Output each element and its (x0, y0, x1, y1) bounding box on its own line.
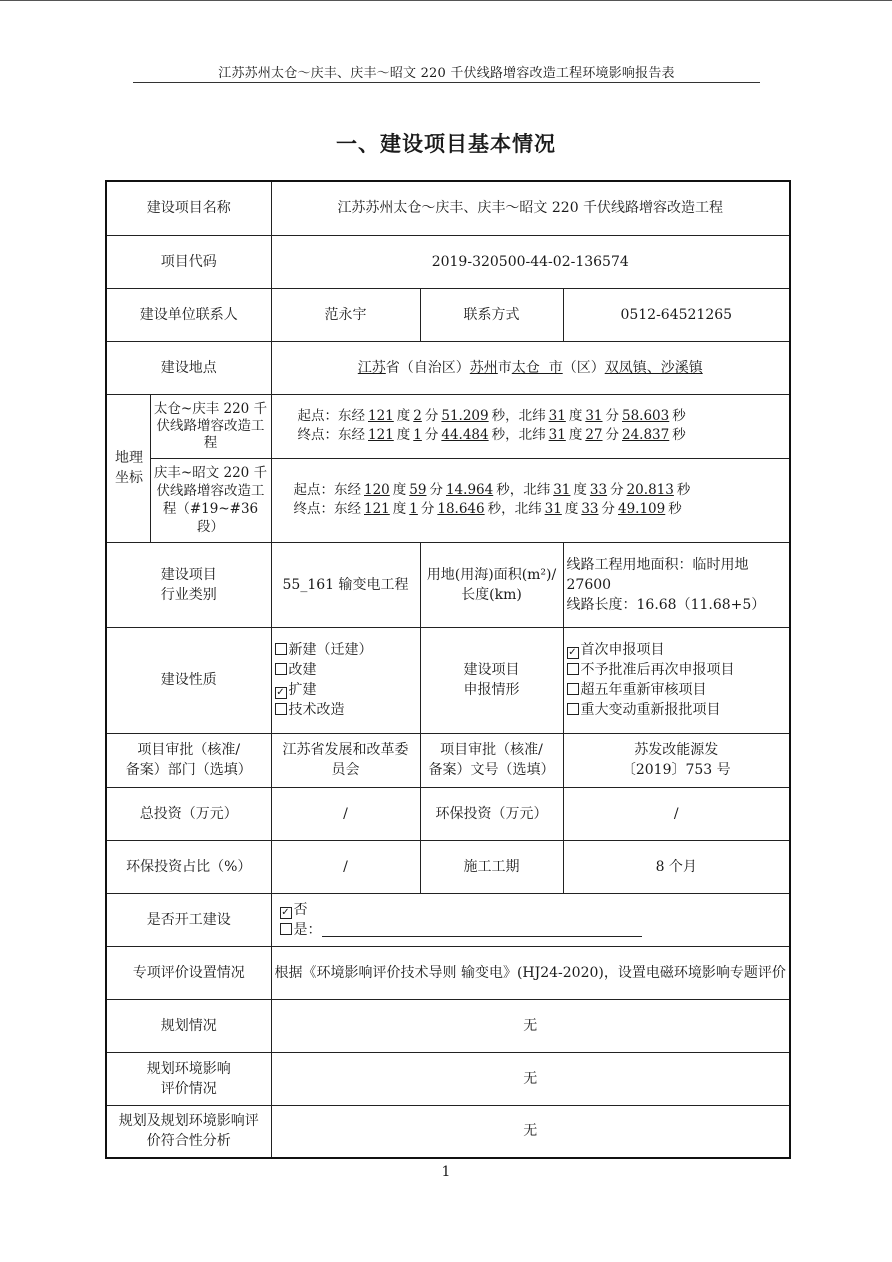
unit-deg: 度 (392, 501, 407, 517)
report-label-l1: 建设项目 (463, 662, 520, 678)
nature-label: 建设性质 (106, 627, 271, 733)
unit-sec: 秒 (496, 482, 510, 498)
unit-sec: 秒 (672, 427, 686, 443)
page-number: 1 (441, 1164, 451, 1180)
approval-dept-label-l1: 项目审批（核准/ (137, 742, 241, 758)
header-rule (133, 82, 760, 83)
lon-min: 2 (413, 408, 422, 424)
location-province: 江苏 (357, 359, 386, 376)
geo-line2-end (274, 500, 788, 519)
basic-info-table (105, 180, 791, 1159)
row-special (106, 946, 790, 999)
nature-option (275, 660, 418, 680)
unit-sec: 秒 (491, 427, 506, 443)
location-label: 建设地点 (106, 341, 271, 394)
row-industry (106, 542, 790, 627)
approval-doc-label-l2: 备案）文号（选填） (428, 762, 555, 778)
industry-label-l2: 行业类别 (160, 586, 217, 603)
checkbox-empty-icon (275, 643, 287, 655)
planning-env-label-l1: 规划环境影响 (146, 1060, 231, 1077)
ratio-value: / (271, 840, 420, 893)
report-option (567, 680, 788, 700)
industry-label-l1: 建设项目 (160, 566, 217, 583)
unit-min: 分 (605, 408, 619, 424)
nature-option-text: 改建 (288, 662, 317, 678)
unit-deg: 度 (396, 408, 411, 424)
top-border (0, 0, 892, 1)
project-name-label: 建设项目名称 (106, 181, 271, 235)
report-label-l2: 申报情形 (463, 682, 520, 698)
lon-sec: 14.964 (445, 482, 494, 498)
start-label: 起点：东经 (297, 408, 365, 424)
planning-conform-label-l2: 价符合性分析 (146, 1133, 231, 1150)
geo-line1-end (274, 426, 788, 445)
unit-min: 分 (429, 482, 443, 498)
row-geo-line1 (106, 394, 790, 458)
lat-label: ，北纬 (509, 482, 551, 498)
geo-label (106, 394, 150, 542)
unit-sec: 秒 (672, 408, 686, 424)
approval-dept-label-l2: 备案）部门（选填） (125, 762, 252, 778)
area-label: 用地(用海)面积(m²)/长度(km) (420, 542, 563, 627)
planning-value: 无 (271, 999, 790, 1052)
planning-env-label-l2: 评价情况 (160, 1080, 217, 1097)
approval-dept-label (106, 733, 271, 787)
lat-min: 27 (585, 427, 603, 443)
lon-deg: 121 (364, 501, 390, 517)
lon-deg: 121 (368, 408, 394, 424)
lat-min: 33 (581, 501, 599, 517)
nature-option-text: 新建（迁建） (288, 642, 373, 658)
end-label: 终点：东经 (293, 501, 361, 517)
started-label: 是否开工建设 (106, 893, 271, 946)
approval-dept-value (271, 733, 420, 787)
checkbox-checked-icon: ✓ (276, 687, 285, 698)
report-option-text: 超五年重新审核项目 (580, 682, 707, 698)
lat-sec: 58.603 (622, 408, 670, 424)
lat-label: ，北纬 (505, 427, 546, 443)
row-contact (106, 288, 790, 341)
checkbox-checked-icon: ✓ (281, 906, 290, 918)
unit-min: 分 (610, 482, 624, 498)
section-title: 一、建设项目基本情况 (336, 132, 556, 156)
location-county: 太仓 市 (511, 359, 563, 376)
report-option (567, 700, 788, 720)
industry-label (106, 542, 271, 627)
geo-line1-name: 太仓~庆丰 220 千伏线路增容改造工程 (150, 394, 271, 458)
fill-in-line (322, 922, 642, 937)
location-province-suffix: 省（自治区） (385, 359, 470, 376)
env-investment-value: / (563, 787, 790, 840)
geo-line1-coords (271, 394, 790, 458)
report-options (563, 627, 790, 733)
geo-line2-start (274, 481, 788, 500)
running-header: 江苏苏州太仓～庆丰、庆丰～昭文 220 千伏线路增容改造工程环境影响报告表 (218, 66, 675, 81)
row-location (106, 341, 790, 394)
lon-deg: 121 (368, 427, 394, 443)
lat-sec: 49.109 (618, 501, 666, 517)
unit-sec: 秒 (668, 501, 682, 517)
project-code-label: 项目代码 (106, 235, 271, 288)
row-planning (106, 999, 790, 1052)
checkbox-empty-icon (275, 703, 287, 715)
lat-min: 31 (585, 408, 603, 424)
lat-deg: 31 (544, 501, 562, 517)
period-value: 8 个月 (563, 840, 790, 893)
start-label: 起点：东经 (293, 482, 361, 498)
unit-deg: 度 (573, 482, 587, 498)
planning-conform-value: 无 (271, 1105, 790, 1158)
report-option-text: 首次申报项目 (580, 642, 665, 658)
lon-min: 1 (409, 501, 418, 517)
unit-deg: 度 (396, 427, 411, 443)
nature-option (275, 680, 418, 700)
unit-sec: 秒 (491, 408, 506, 424)
industry-value: 55_161 输变电工程 (271, 542, 420, 627)
location-city: 苏州 (469, 359, 498, 376)
checkbox-empty-icon (275, 663, 287, 675)
lon-min: 59 (409, 482, 427, 498)
geo-line2-coords (271, 458, 790, 542)
report-option (567, 640, 788, 660)
investment-value: / (271, 787, 420, 840)
special-value: 根据《环境影响评价技术导则 输变电》(HJ24-2020)，设置电磁环境影响专题评价 (271, 946, 790, 999)
lat-min: 33 (589, 482, 608, 498)
unit-sec: 秒 (487, 501, 502, 517)
area-value (563, 542, 790, 627)
location-city-suffix: 市 (497, 359, 512, 376)
env-investment-label: 环保投资（万元） (420, 787, 563, 840)
row-started (106, 893, 790, 946)
area-value-l2: 27600 (566, 576, 612, 593)
approval-doc-label (420, 733, 563, 787)
location-towns: 双凤镇、沙溪镇 (604, 359, 703, 376)
geo-line1-start (274, 407, 788, 426)
unit-deg: 度 (568, 427, 583, 443)
lon-deg: 120 (364, 482, 390, 498)
nature-options (271, 627, 420, 733)
lat-sec: 20.813 (626, 482, 674, 498)
checkbox-checked-icon: ✓ (568, 647, 577, 658)
nature-option-text: 扩建 (288, 682, 317, 698)
lat-label: ，北纬 (501, 501, 542, 517)
ratio-label: 环保投资占比（%） (106, 840, 271, 893)
approval-dept-value-l2: 员会 (331, 762, 360, 778)
geo-label-text: 地理坐标 (115, 450, 143, 486)
nature-option (275, 700, 418, 720)
checkbox-empty-icon (567, 663, 579, 675)
planning-label: 规划情况 (106, 999, 271, 1052)
row-planning-env (106, 1052, 790, 1105)
lat-deg: 31 (548, 408, 566, 424)
approval-doc-value (563, 733, 790, 787)
unit-deg: 度 (568, 408, 583, 424)
row-project-name (106, 181, 790, 235)
end-label: 终点：东经 (297, 427, 365, 443)
row-investment (106, 787, 790, 840)
nature-option-text: 技术改造 (288, 702, 345, 718)
row-project-code (106, 235, 790, 288)
approval-doc-value-l2: 〔2019〕753 号 (621, 762, 731, 778)
unit-min: 分 (420, 501, 435, 517)
unit-deg: 度 (564, 501, 579, 517)
unit-sec: 秒 (676, 482, 691, 498)
contact-label: 建设单位联系人 (106, 288, 271, 341)
location-value (271, 341, 790, 394)
project-code-value: 2019-320500-44-02-136574 (271, 235, 790, 288)
planning-conform-label-l1: 规划及规划环境影响评 (118, 1113, 259, 1130)
lat-label: ，北纬 (505, 408, 546, 424)
lat-deg: 31 (548, 427, 566, 443)
unit-min: 分 (605, 427, 619, 443)
lat-sec: 24.837 (622, 427, 670, 443)
lon-sec: 51.209 (441, 408, 489, 424)
checkbox-empty-icon (567, 683, 579, 695)
row-geo-line2 (106, 458, 790, 542)
phone-value: 0512-64521265 (563, 288, 790, 341)
lon-min: 1 (413, 427, 422, 443)
lat-deg: 31 (553, 482, 571, 498)
started-yes-option (280, 920, 788, 940)
geo-line2-name: 庆丰~昭文 220 千伏线路增容改造工程（#19~#36 段） (150, 458, 271, 542)
checkbox-empty-icon (280, 923, 292, 935)
unit-deg: 度 (392, 482, 407, 498)
approval-dept-value-l1: 江苏省发展和改革委 (282, 742, 409, 758)
planning-env-value: 无 (271, 1052, 790, 1105)
started-yes-text: 是： (293, 921, 322, 938)
lon-sec: 44.484 (441, 427, 489, 443)
approval-doc-label-l1: 项目审批（核准/ (440, 742, 543, 758)
row-approval (106, 733, 790, 787)
row-planning-conform (106, 1105, 790, 1158)
phone-label: 联系方式 (420, 288, 563, 341)
report-option (567, 660, 788, 680)
checkbox-empty-icon (567, 703, 579, 715)
unit-min: 分 (424, 408, 439, 424)
project-name-value: 江苏苏州太仓～庆丰、庆丰～昭文 220 千伏线路增容改造工程 (271, 181, 790, 235)
row-ratio (106, 840, 790, 893)
approval-doc-value-l1: 苏发改能源发 (634, 742, 719, 758)
area-value-l1: 线路工程用地面积：临时用地 (566, 556, 749, 573)
planning-conform-label (106, 1105, 271, 1158)
started-options (271, 893, 790, 946)
unit-min: 分 (424, 427, 439, 443)
started-no-option (280, 900, 788, 920)
report-option-text: 重大变动重新报批项目 (580, 702, 721, 718)
planning-env-label (106, 1052, 271, 1105)
started-no-text: 否 (293, 901, 308, 918)
lon-sec: 18.646 (437, 501, 485, 517)
unit-min: 分 (601, 501, 615, 517)
report-label (420, 627, 563, 733)
nature-option (275, 640, 418, 660)
contact-value: 范永宇 (271, 288, 420, 341)
period-label: 施工工期 (420, 840, 563, 893)
report-option-text: 不予批准后再次申报项目 (580, 662, 735, 678)
area-value-l3: 线路长度：16.68（11.68+5） (566, 596, 766, 613)
investment-label: 总投资（万元） (106, 787, 271, 840)
row-nature (106, 627, 790, 733)
location-county-suffix: （区） (562, 359, 605, 376)
special-label: 专项评价设置情况 (106, 946, 271, 999)
